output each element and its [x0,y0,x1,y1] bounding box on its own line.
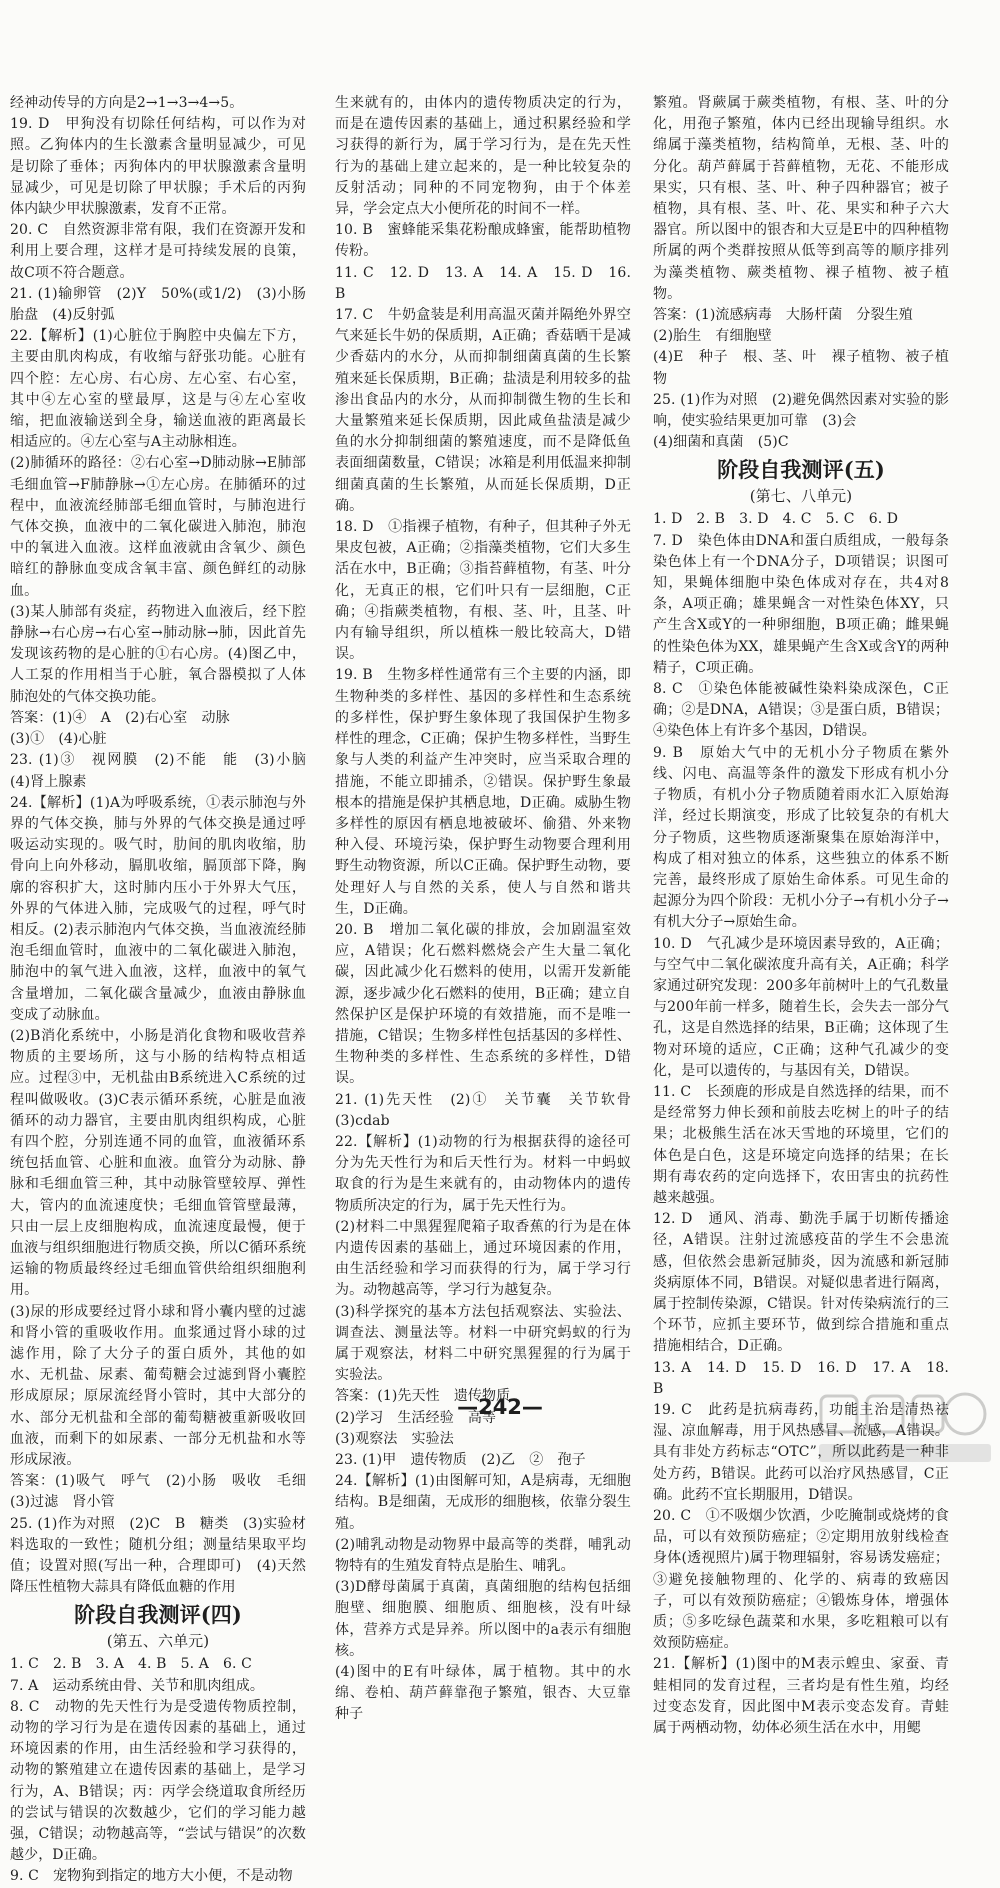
col1-paragraphs [10,93,321,1598]
paragraph: 9. C 宠物狗到指定的地方大小便，不是动物 [10,1868,293,1885]
paragraph: 20. C ①不吸烟少饮酒，少吃腌制或烧烤的食品，可以有效预防癌症；②定期用放射线检查身体(透视照片)属于物理辐射，容易诱发癌症；③避免接触物理的、化学的、病毒的致癌因子，可以有效预防癌症；④锻炼身体，增强体质；⑤多吃绿色蔬菜和水果，多吃粗粮可以有效预防癌症。 [653,1508,949,1652]
paragraph: 25. (1)作为对照 (2)C B 糖类 (3)实验材料选取的一致性；随机分组；测量结果取平均值；设置对照(写出一种，合理即可) (4)天然降压性植物大蒜具有降低血糖的作用 [10,1515,306,1596]
paragraph: 答案：(1)吸气 呼气 (2)小肠 吸收 毛细 (3)过滤 肾小管 [10,1473,321,1511]
paragraph: 经神动传导的方向是2→1→3→4→5。 [10,95,244,111]
paragraph: 25. (1)作为对照 (2)避免偶然因素对实验的影响，使实验结果更加可靠 (3)会 [653,391,949,430]
paragraph: 7. A 运动系统由骨、关节和肌肉组成。 [10,1677,264,1694]
paragraph: 20. B 增加二氧化碳的排放，会加剧温室效应，A错误；化石燃料燃烧会产生大量二氧化碳，因此减少化石燃料的使用，以需开发新能源，逐步减少化石燃料的使用，B正确；建立自然保护区是保护环境的有效措施，而不是唯一措施，C错误；生物多样性包括基因的多样性、生物种类的多样性、生态系统的多样性，D错误。 [335,921,631,1087]
paragraph: 18. D ①指裸子植物，有种子，但其种子外无果皮包被，A正确；②指藻类植物，它们大多生活在水中，B正确；③指苔藓植物，有茎、叶分化，无真正的根，它们叶只有一层细胞，C正确；④指蕨类植物，有根、茎、叶，且茎、叶内有输导组织，所以植株一般比较高大，D错误。 [335,519,631,663]
col1b-paragraphs [10,1654,306,1887]
page-number: —242— [457,1395,543,1419]
paragraph: 22.【解析】(1)心脏位于胸腔中央偏左下方，主要由肌肉构成，有收缩与舒张功能。心脏有四个腔：左心房、右心房、左心室、右心室，其中④左心室的壁最厚，这是与④左心室收缩，把血液输送到全身，输送血液的距离最长相适应的。④左心室与A主动脉相连。 [10,328,306,451]
paragraph: 13. A 14. D 15. D 16. D 17. A 18. B [653,1359,949,1397]
col3a-paragraphs [653,93,949,453]
paragraph: 1. C 2. B 3. A 4. B 5. A 6. C [10,1656,252,1673]
paragraph: 8. C 动物的先天性行为是受遗传物质控制，动物的学习行为是在遗传因素的基础上，通过环境因素的作用，由生活经验和学习获得的，动物的繁殖建立在遗传因素的基础上，是学习行为，A、B错误；丙：丙学会绕道取食所经历的尝试与错误的次数越少，它们的学习能力越强，C错误；动物越高等，“尝试与错误”的次数越少，D正确。 [10,1698,306,1864]
watermark-logo [815,1388,995,1466]
column-right [653,93,949,1737]
paragraph: 9. B 原始大气中的无机小分子物质在紫外线、闪电、高温等条件的激发下形成有机小分子物质，有机小分子物质随着雨水汇入原始海洋，经过长期演变，形成了比较复杂的有机大分子物质，这些物质逐渐聚集在原始海洋中，构成了相对独立的体系，这些独立的体系不断完善，最终形成了原始生命体系。可见生命的起源分为四个阶段：无机小分子→有机小分子→有机大分子→原始生命。 [653,744,949,931]
paragraph: (3)科学探究的基本方法包括观察法、实验法、调查法、测量法等。材料一中研究蚂蚁的行为属于观察法，材料二中研究黑猩猩的行为属于实验法。 [335,1303,631,1384]
paragraph: (3)尿的形成要经过肾小球和肾小囊内壁的过滤和肾小管的重吸收作用。血浆通过肾小球的过滤作用，除了大分子的蛋白质外，其他的如水、无机盐、尿素、葡萄糖会过滤到肾小囊腔形成原尿；原尿流经肾小管时，其中大部分的水、部分无机盐和全部的葡萄糖被重新吸收回血液，而剩下的如尿素、一部分无机盐和水等形成尿液。 [10,1303,306,1468]
column-left [10,93,321,1885]
paragraph: 8. C ①染色体能被碱性染料染成深色，C正确；②是DNA，A错误；③是蛋白质，B错误；④染色体上有许多个基因，D错误。 [653,681,949,740]
paragraph: 23. (1)甲 遗传物质 (2)乙 ② 孢子 [335,1452,586,1468]
paragraph: (4)细菌和真菌 (5)C [653,434,789,451]
paragraph: (4)E 种子 根、茎、叶 裸子植物、被子植物 [653,349,949,387]
paragraph: 答案：(1)先天性 遗传物质 [335,1388,511,1405]
paragraph: 24.【解析】(1)由图解可知，A是病毒，无细胞结构。B是细菌，无成形的细胞核，依靠分裂生殖。 [335,1473,631,1532]
paragraph: 19. B 生物多样性通常有三个主要的内涵，即生物种类的多样性、基因的多样性和生态系统的多样性，保护野生象体现了我国保护生物多样性的理念，C正确；保护生物多样性，当野生象与人类的利益产生冲突时，应当采取合理的措施，不能立即捕杀，②错误。保护野生象最根本的措施是保护其栖息地，D正确。威胁生物多样性的原因有栖息地被破坏、偷猎、外来物种入侵、环境污染，保护野生动物要合理利用野生动物资源，所以C正确。保护野生动物，要处理好人与自然的关系，使人与自然和谐共生，D正确。 [335,667,631,917]
paragraph: 10. B 蜜蜂能采集花粉酿成蜂蜜，能帮助植物传粉。 [335,222,631,260]
paragraph: 20. C 自然资源非常有限，我们在资源开发和利用上要合理，这样才是可持续发展的良策，故C项不符合题意。 [10,222,306,281]
paragraph: 12. D 通风、消毒、勤洗手属于切断传播途径，A错误。注射过流感疫苗的学生不会患流感，但依然会患新冠肺炎，因为流感和新冠肺炎病原体不同，B错误。对疑似患者进行隔离，属于控制传染源，C错误。针对传染病流行的三个环节，应抓主要环节，做到综合措施和重点措施相结合，D正确。 [653,1211,949,1355]
paragraph: 答案：(1)流感病毒 大肠杆菌 分裂生殖 [653,307,913,324]
paragraph: 11. C 长颈鹿的形成是自然选择的结果，而不是经常努力伸长颈和前肢去吃树上的叶子的结果；北极熊生活在冰天雪地的环境里，它们的体色是白色，这是环境定向选择的结果；在长期有毒农药的定向选择下，农田害虫的抗药性越来越强。 [653,1083,949,1206]
paragraph: 17. C 牛奶盒装是利用高温灭菌并隔绝外界空气来延长牛奶的保质期，A正确；香菇晒干是减少香菇内的水分，从而抑制细菌真菌的生长繁殖来延长保质期，B正确；盐渍是利用较多的盐渗出食品内的水分，从而抑制微生物的生长和大量繁殖来延长保质期，因此咸鱼盐渍是减少鱼的水分抑制细菌的繁殖速度，而不是降低鱼表面细菌数量，C错误；冰箱是利用低温来抑制细菌真菌的生长繁殖，从而延长保质期，D正确。 [335,307,631,514]
paragraph: (2)B消化系统中，小肠是消化食物和吸收营养物质的主要场所，这与小肠的结构特点相适应。过程③中，无机盐由B系统进入C系统的过程叫做吸收。(3)C表示循环系统，心脏是血液循环的动力器官，主要由肌肉组织构成，心脏有四个腔，分别连通不同的血管，血液循环系统包括血管、心脏和血液。血管分为动脉、静脉和毛细血管三种，其中动脉管壁较厚、弹性大，管内的血流速度快；毛细血管管壁最薄，只由一层上皮细胞构成，血流速度最慢，便于血液与组织细胞进行物质交换，所以C循环系统运输的物质最终经过毛细血管供给组织细胞利用。 [10,1027,306,1299]
paragraph: 24.【解析】(1)A为呼吸系统，①表示肺泡与外界的气体交换，肺与外界的气体交换是通过呼吸运动实现的。吸气时，肋间的肌肉收缩，肋骨向上向外移动，膈肌收缩，膈顶部下降，胸廓的容积扩大，这时肺内压小于外界大气压，外界的气体进入肺，完成吸气的过程，呼气时相反。(2)表示肺泡内气体交换，当血液流经肺泡毛细血管时，血液中的二氧化碳进入肺泡，肺泡中的氧气进入血液，这样，血液中的氧气含量增加，二氧化碳含量减少，血液由静脉血变成了动脉血。 [10,794,306,1023]
paragraph: 7. D 染色体由DNA和蛋白质组成，一般每条染色体上有一个DNA分子，D项错误；识图可知，果蝇体细胞中染色体成对存在，共4对8条，A项正确；雄果蝇含一对性染色体XY，只产生含X或Y的一种卵细胞，B项正确；雌果蝇的性染色体为XX，雄果蝇产生含X或含Y的两种精子，C项正确。 [653,532,949,676]
column-middle [335,93,646,1723]
section-subtitle-5: (第七、八单元) [749,487,853,506]
paragraph: 21. (1)输卵管 (2)Y 50%(或1/2) (3)小肠 胎盘 (4)反射弧 [10,285,321,324]
paragraph: (2)肺循环的路径：②右心室→D肺动脉→E肺部毛细血管→F肺静脉→①左心房。在肺循环的过程中，血液流经肺部毛细血管时，与肺泡进行气体交换，血液中的二氧化碳进入肺泡，肺泡中的氧进入血液。这样血液就由含氧少、颜色暗红的静脉血变成含氧丰富、颜色鲜红的动脉血。 [10,455,306,599]
section-subtitle-4: (第五、六单元) [106,1632,210,1651]
paragraph: 1. D 2. B 3. D 4. C 5. C 6. D [653,511,899,528]
paragraph: (2)学习 生活经验 高等 [335,1409,497,1426]
section-title-5: 阶段自我测评(五) [717,457,885,483]
paragraph: 10. D 气孔减少是环境因素导致的，A正确；与空气中二氧化碳浓度升高有关，A正确；科学家通过研究发现：200多年前树叶上的气孔数量与200年前一样多，随着生长，会失去一部分气孔，这是自然选择的结果，B正确；这体现了生物对环境的适应，C正确；这种气孔减少的变化，是可以遗传的，与基因有关，D错误。 [653,935,949,1079]
paragraph: 11. C 12. D 13. A 14. A 15. D 16. B [335,264,631,302]
paragraph: (3)D酵母菌属于真菌，真菌细胞的结构包括细胞壁、细胞膜、细胞质、细胞核，没有叶绿体，营养方式是异养。所以图中的a表示有细胞核。 [335,1579,631,1659]
paragraph: (3)观察法 实验法 [335,1430,454,1447]
paragraph: 答案：(1)④ A (2)右心室 动脉 [10,709,230,726]
paragraph: 22.【解析】(1)动物的行为根据获得的途径可分为先天性行为和后天性行为。材料一中蚂蚁取食的行为是生来就有的，由动物体内的遗传物质所决定的行为，属于先天性行为。 [335,1133,631,1214]
paragraph: 21.【解析】(1)图中的M表示蝗虫、家蚕、青蛙相同的发育过程，三者均是有性生殖，均经过变态发育，因此图中M表示变态发育。青蛙属于两栖动物，幼体必须生活在水中，用鳃 [653,1656,949,1737]
col3b-paragraphs [653,509,949,1739]
paragraph: 生来就有的，由体内的遗传物质决定的行为，而是在遗传因素的基础上，通过积累经验和学习获得的新行为，属于学习行为，是在先天性行为的基础上建立起来的，是一种比较复杂的反射活动；同种的不同宠物狗，由于个体差异，学会定点大小便所花的时间不一样。 [335,95,631,218]
paragraph: 21. (1)先天性 (2)① 关节囊 关节软骨 (3)cdab [335,1091,646,1129]
paragraph: 19. C 此药是抗病毒药，功能主治是清热祛湿、凉血解毒，用于风热感冒、流感，A错误。具有非处方药标志“OTC”，所以此药是一种非处方药，B错误。此药可以治疗风热感冒，C正确。此药不宜长期服用，D错误。 [653,1401,949,1503]
paragraph: (3)① (4)心脏 [10,731,107,748]
section-title-4: 阶段自我测评(四) [74,1602,242,1628]
paragraph: 23. (1)③ 视网膜 (2)不能 能 (3)小脑 (4)肾上腺素 [10,752,321,790]
paragraph: (2)胎生 有细胞壁 [653,328,772,345]
paragraph: (2)哺乳动物是动物界中最高等的类群，哺乳动物特有的生殖发育特点是胎生、哺乳。 [335,1536,631,1575]
paragraph: (4)图中的E有叶绿体，属于植物。其中的水绵、卷柏、葫芦藓靠孢子繁殖，银杏、大豆靠种子 [335,1664,631,1723]
paragraph: 繁殖。肾蕨属于蕨类植物，有根、茎、叶的分化，用孢子繁殖，体内已经出现输导组织。水绵属于藻类植物，结构简单，无根、茎、叶的分化。葫芦藓属于苔藓植物，无花、不能形成果实，只有根、茎、叶、种子四种器官；被子植物，具有根、茎、叶、花、果实和种子六大器官。所以图中的银杏和大豆是E中的四种植物所属的两个类群按照从低等到高等的顺序排列为藻类植物、蕨类植物、裸子植物、被子植物。 [653,95,949,302]
paragraph: 19. D 甲狗没有切除任何结构，可以作为对照。乙狗体内的生长激素含量明显减少，可见是切除了垂体；丙狗体内的甲状腺激素含量明显减少，可见是切除了甲状腺；手术后的丙狗体内缺少甲状腺激素，发育不正常。 [10,116,306,218]
paragraph: (3)某人肺部有炎症，药物进入血液后，经下腔静脉→右心房→右心室→肺动脉→肺，因此首先发现该药物的是心脏的①右心房。(4)图乙中，人工泵的作用相当于心脏，氧合器模拟了人体肺泡处的气体交换功能。 [10,603,306,705]
paragraph: (2)材料二中黑猩猩爬箱子取香蕉的行为是在体内遗传因素的基础上，通过环境因素的作用，由生活经验和学习而获得的行为，属于学习行为。动物越高等，学习行为越复杂。 [335,1218,631,1299]
